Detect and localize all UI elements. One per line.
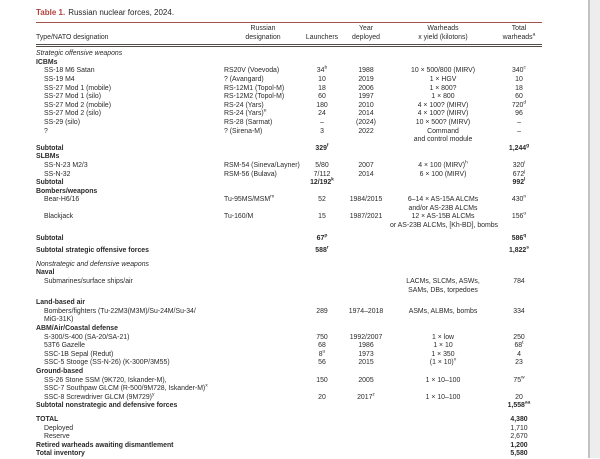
table-row — [36, 368, 542, 377]
cell-warheads — [390, 188, 496, 197]
cell-total: 156$^o$ — [511, 212, 527, 221]
cell-designation: RS-24 (Yars)$^e$ — [224, 109, 267, 118]
cell-year — [342, 295, 390, 308]
cell-year: 2010 — [358, 101, 374, 109]
cell-total: 784 — [513, 278, 525, 286]
cell-launchers — [302, 295, 342, 308]
cell-warheads — [390, 145, 496, 154]
cell-launchers: – — [320, 118, 324, 126]
cell-designation — [224, 368, 302, 377]
table-row — [36, 295, 542, 308]
cell-year — [342, 402, 390, 411]
cell-year — [342, 59, 390, 68]
table-row — [36, 145, 542, 154]
cell-warheads — [390, 402, 496, 411]
cell-warheads: 10 × 500/800 (MIRV) — [410, 67, 476, 75]
cell-total: 60 — [515, 93, 523, 101]
cell-name: Total inventory — [36, 450, 85, 458]
cell-warheads: 4 × 100? (MIRV) — [417, 101, 469, 109]
cell-total: 4 — [517, 350, 521, 358]
cell-launchers: 10 — [318, 75, 326, 83]
cell-name: Subtotal — [36, 144, 64, 152]
cell-warheads — [390, 153, 496, 162]
cell-designation — [224, 377, 302, 394]
cell-designation — [224, 188, 302, 197]
cell-launchers — [302, 269, 342, 278]
cell-designation — [224, 342, 302, 351]
cell-name: SS-27 Mod 2 (mobile) — [44, 101, 112, 109]
cell-year — [342, 442, 390, 451]
table-row — [36, 110, 542, 119]
cell-name: Subtotal nonstrategic and defensive forces — [36, 402, 178, 410]
table-row — [36, 59, 542, 68]
cell-name: Subtotal strategic offensive forces — [36, 247, 149, 255]
table-caption-label: Table 1. — [36, 8, 66, 17]
cell-total — [496, 46, 542, 59]
column-header-warheads: Warheads x yield (kilotons) — [390, 23, 496, 46]
cell-launchers: 289 — [316, 307, 328, 315]
cell-launchers: 60 — [318, 93, 326, 101]
cell-designation: RS-12M2 (Topol-M) — [224, 93, 285, 101]
table-row — [36, 76, 542, 85]
cell-name: S-300/S-400 (SA-20/SA-21) — [44, 333, 130, 341]
cell-designation — [224, 153, 302, 162]
table-row — [36, 394, 542, 403]
cell-year: 2014 — [358, 110, 374, 118]
cell-warheads — [390, 411, 496, 425]
cell-name: Land-based air — [36, 299, 86, 307]
cell-total: 340$^c$ — [512, 66, 526, 75]
cell-launchers: 52 — [318, 196, 326, 204]
table-row — [36, 256, 542, 270]
cell-year: 2019 — [358, 75, 374, 83]
cell-designation — [224, 145, 302, 154]
cell-warheads — [390, 425, 496, 434]
cell-year — [342, 425, 390, 434]
cell-total: 720$^d$ — [511, 100, 527, 109]
cell-name: SSC-5 Stooge (SS-N-26) (K-300P/3M55) — [44, 359, 170, 367]
column-header-name: Type/NATO designation — [36, 23, 224, 46]
table-row — [36, 46, 542, 59]
cell-designation — [224, 295, 302, 308]
cell-year: 1973 — [358, 350, 374, 358]
cell-launchers — [302, 425, 342, 434]
cell-total — [496, 325, 542, 334]
cell-name: SS-27 Mod 1 (mobile) — [44, 84, 112, 92]
cell-designation — [224, 278, 302, 295]
table-row — [36, 377, 542, 394]
cell-warheads: 1 × 350 — [431, 350, 455, 358]
cell-launchers — [302, 188, 342, 197]
cell-warheads: ASMs, ALBMs, bombs — [408, 307, 478, 315]
cell-designation — [224, 308, 302, 325]
cell-year — [342, 433, 390, 442]
cell-warheads — [390, 368, 496, 377]
cell-launchers — [302, 368, 342, 377]
cell-year: 1988 — [358, 67, 374, 75]
cell-launchers: 588$^r$ — [315, 245, 329, 255]
table-container — [36, 8, 542, 459]
cell-designation — [224, 394, 302, 403]
cell-year — [342, 368, 390, 377]
cell-total: 1,710 — [510, 424, 528, 432]
cell-year — [342, 325, 390, 334]
column-header-total: Total warheads$^a$ — [496, 23, 542, 46]
cell-launchers — [302, 153, 342, 162]
cell-total: 586$^q$ — [511, 233, 527, 242]
cell-name: SS-29 (silo) — [44, 118, 80, 126]
cell-name: Bear-H6/16 — [44, 196, 80, 204]
cell-name: Strategic offensive weapons — [36, 50, 123, 58]
table-row — [36, 179, 542, 188]
cell-launchers — [302, 442, 342, 451]
cell-warheads — [390, 325, 496, 334]
cell-designation — [224, 179, 302, 188]
cell-total: 1,200 — [510, 441, 528, 449]
table-row — [36, 411, 542, 425]
cell-year — [342, 278, 390, 295]
table-row — [36, 162, 542, 171]
cell-warheads: 1 × 10 — [433, 342, 453, 350]
cell-year — [342, 243, 390, 256]
cell-year — [342, 153, 390, 162]
table-row — [36, 351, 542, 360]
cell-year: 2006 — [358, 84, 374, 92]
cell-designation: ? (Avangard) — [224, 75, 264, 83]
cell-designation — [224, 256, 302, 270]
cell-launchers: 34$^b$ — [316, 66, 328, 75]
cell-total: 1,822$^s$ — [508, 245, 529, 255]
cell-warheads — [390, 59, 496, 68]
table-row — [36, 402, 542, 411]
cell-year: 1986 — [358, 342, 374, 350]
cell-name: Submarines/surface ships/air — [44, 278, 133, 286]
cell-warheads: $(1 \times 10)^v$ — [429, 358, 457, 367]
table-row — [36, 67, 542, 76]
table-header-row — [36, 23, 542, 46]
cell-total: 1,558$^{aa}$ — [507, 401, 531, 410]
cell-warheads — [390, 442, 496, 451]
cell-year: 1984/2015 — [349, 196, 383, 204]
cell-warheads: 6–14 × AS-15A ALCMs and/or AS-23B ALCMs — [407, 196, 479, 212]
cell-year: 2007 — [358, 161, 374, 169]
cell-designation — [224, 46, 302, 59]
table-header — [36, 23, 542, 46]
cell-year — [342, 46, 390, 59]
table-row — [36, 196, 542, 213]
table-row — [36, 433, 542, 442]
cell-year: 2015 — [358, 359, 374, 367]
cell-name: Bombers/fighters (Tu-22M3(M3M)/Su-24M/Su-34/ MiG-31K) — [44, 307, 196, 324]
cell-total: 5,580 — [510, 450, 528, 458]
cell-total: 4,380 — [510, 415, 528, 423]
cell-warheads — [390, 433, 496, 442]
cell-warheads — [390, 46, 496, 59]
table-row — [36, 188, 542, 197]
table-row — [36, 334, 542, 343]
cell-name: ? — [44, 127, 48, 135]
table-row — [36, 325, 542, 334]
cell-name: 53T6 Gazelle — [44, 342, 85, 350]
cell-designation: RS-28 (Sarmat) — [224, 118, 273, 126]
cell-year — [342, 269, 390, 278]
cell-name: Reserve — [44, 433, 70, 441]
cell-year: 2005 — [358, 376, 374, 384]
cell-designation: ? (Sirena-M) — [224, 127, 263, 135]
cell-total: 1,244$^g$ — [508, 143, 530, 152]
table-row — [36, 342, 542, 351]
cell-name: ABM/Air/Coastal defense — [36, 325, 118, 332]
cell-launchers: 329$^f$ — [315, 143, 329, 152]
table-row — [36, 128, 542, 145]
cell-name: Blackjack — [44, 213, 74, 221]
cell-total: 250 — [513, 333, 525, 341]
table-caption-title: Russian nuclear forces, 2024. — [68, 8, 175, 17]
table-row — [36, 85, 542, 94]
cell-launchers: 750 — [316, 333, 328, 341]
cell-warheads — [390, 231, 496, 244]
table-row — [36, 359, 542, 368]
cell-designation: RS-24 (Yars) — [224, 101, 264, 109]
table-row — [36, 425, 542, 434]
cell-designation — [224, 269, 302, 278]
cell-warheads: 1 × 800 — [431, 93, 455, 101]
cell-total — [496, 295, 542, 308]
cell-designation: Tu-160/M — [224, 213, 254, 221]
cell-year: 2017$^z$ — [357, 392, 375, 401]
cell-warheads: 12 × AS-15B ALCMs or AS-23B ALCMs, [Kh-BD], bombs — [390, 213, 498, 230]
cell-launchers: 68 — [318, 342, 326, 350]
table-row — [36, 231, 542, 244]
cell-year: (2024) — [356, 118, 376, 126]
cell-name: SS-N-23 M2/3 — [44, 161, 88, 169]
cell-launchers — [302, 46, 342, 59]
table-row — [36, 278, 542, 295]
cell-warheads: 10 × 500? (MIRV) — [415, 118, 471, 126]
cell-year — [342, 231, 390, 244]
cell-total — [496, 269, 542, 278]
cell-year — [342, 179, 390, 188]
cell-year — [342, 188, 390, 197]
cell-name: SSC-1B Sepal (Redut) — [44, 350, 114, 358]
cell-launchers: 180 — [316, 101, 328, 109]
cell-total — [496, 368, 542, 377]
cell-designation — [224, 243, 302, 256]
cell-name: SS-27 Mod 2 (silo) — [44, 110, 102, 118]
cell-total: 20 — [515, 393, 523, 401]
cell-launchers — [302, 411, 342, 425]
cell-name: Retired warheads awaiting dismantlement — [36, 441, 174, 449]
cell-warheads — [390, 269, 496, 278]
table-caption — [36, 8, 542, 18]
cell-launchers: 5/80 — [315, 161, 329, 169]
cell-warheads: 4 × 100 (MIRV)$^h$ — [418, 160, 468, 169]
cell-launchers: 150 — [316, 376, 328, 384]
cell-launchers — [302, 278, 342, 295]
cell-name: SS-26 Stone SSM (9K720, Iskander-M), SSC-7 Southpaw GLCM (R-500/9M728, Iskander-M)$^x$ — [44, 376, 208, 393]
cell-total: 992$^l$ — [512, 177, 526, 187]
cell-warheads: 1 × HGV — [429, 75, 457, 83]
cell-launchers: 15 — [318, 213, 326, 221]
table-body — [36, 46, 542, 459]
cell-total — [496, 256, 542, 270]
cell-total: 334 — [513, 307, 525, 315]
cell-name: Bombers/weapons — [36, 187, 98, 195]
cell-launchers: 24 — [318, 110, 326, 118]
cell-total: 430$^n$ — [511, 194, 527, 204]
cell-designation: RSM-56 (Bulava) — [224, 170, 277, 178]
cell-launchers: 3 — [320, 127, 324, 135]
cell-warheads: 1 × 800? — [429, 84, 457, 92]
cell-year — [342, 411, 390, 425]
cell-name: SS-19 M4 — [44, 75, 75, 83]
cell-warheads — [390, 256, 496, 270]
cell-total: – — [517, 118, 521, 126]
cell-year: 1997 — [358, 93, 374, 101]
cell-year: 2022 — [358, 127, 374, 135]
table-row — [36, 119, 542, 128]
cell-launchers: 7/112 — [313, 170, 331, 178]
cell-launchers: 67$^p$ — [316, 233, 328, 242]
cell-designation — [224, 325, 302, 334]
cell-year — [342, 145, 390, 154]
cell-name: ICBMs — [36, 58, 58, 66]
cell-total: 96 — [515, 110, 523, 118]
cell-launchers — [302, 402, 342, 411]
cell-name: TOTAL — [36, 415, 59, 423]
cell-launchers: 20 — [318, 393, 326, 401]
cell-year — [342, 256, 390, 270]
cell-designation — [224, 442, 302, 451]
cell-total: 75$^w$ — [513, 375, 525, 384]
cell-year: 1992/2007 — [349, 333, 383, 341]
table-row — [36, 308, 542, 325]
column-header-designation: Russian designation — [224, 23, 302, 46]
table-row — [36, 213, 542, 230]
cell-year: 2014 — [358, 170, 374, 178]
cell-warheads — [390, 179, 496, 188]
cell-designation — [224, 425, 302, 434]
cell-total: 672$^j$ — [512, 169, 526, 178]
cell-designation: RSM-54 (Sineva/Layner) — [224, 161, 300, 169]
cell-total — [496, 188, 542, 197]
cell-designation: Tu-95MS/MSM$^m$ — [224, 194, 275, 204]
page-edge-margin — [590, 0, 600, 458]
cell-name: SS-18 M6 Satan — [44, 67, 95, 75]
column-header-year: Year deployed — [342, 23, 390, 46]
table-row — [36, 102, 542, 111]
cell-name: Deployed — [44, 424, 74, 432]
table-row — [36, 442, 542, 451]
column-header-launchers: Launchers — [302, 23, 342, 46]
nuclear-forces-table — [36, 22, 542, 459]
cell-launchers: 8$^u$ — [318, 349, 326, 358]
cell-warheads: 1 × 10–100 — [425, 393, 461, 401]
cell-launchers — [302, 256, 342, 270]
cell-total: 18 — [515, 84, 523, 92]
table-row — [36, 171, 542, 180]
cell-total — [496, 153, 542, 162]
cell-launchers: 18 — [318, 84, 326, 92]
cell-name: Subtotal — [36, 179, 64, 187]
cell-launchers: 12/192$^k$ — [310, 177, 334, 187]
cell-name: SLBMs — [36, 153, 60, 161]
cell-designation — [224, 334, 302, 343]
cell-designation: RS-12M1 (Topol-M) — [224, 84, 285, 92]
cell-total: – — [517, 127, 521, 135]
cell-designation — [224, 231, 302, 244]
cell-launchers — [302, 325, 342, 334]
cell-name: SS-27 Mod 1 (silo) — [44, 93, 102, 101]
cell-name: Naval — [36, 269, 55, 277]
cell-year: 1987/2021 — [349, 213, 383, 221]
cell-total: 10 — [515, 75, 523, 83]
cell-name: Subtotal — [36, 234, 64, 242]
cell-name: SSC-8 Screwdriver GLCM $(9M729)^y$ — [44, 392, 155, 401]
cell-warheads: 6 × 100 (MIRV) — [419, 170, 467, 178]
table-row — [36, 93, 542, 102]
cell-name: SS-N-32 — [44, 170, 71, 178]
cell-warheads: 1 × 10–100 — [425, 376, 461, 384]
table-row — [36, 269, 542, 278]
cell-warheads — [390, 243, 496, 256]
cell-year: 1974–2018 — [348, 307, 384, 315]
cell-name: Nonstrategic and defensive weapons — [36, 260, 150, 268]
cell-warheads: LACMs, SLCMs, ASWs, SAMs, DBs, torpedoes — [406, 278, 480, 294]
cell-warheads: Command and control module — [413, 127, 473, 144]
cell-name: Ground-based — [36, 367, 84, 375]
cell-designation: RS20V (Voevoda) — [224, 67, 280, 75]
cell-designation — [224, 433, 302, 442]
cell-designation — [224, 59, 302, 68]
cell-designation — [224, 351, 302, 360]
cell-warheads — [390, 295, 496, 308]
cell-launchers: 56 — [318, 359, 326, 367]
cell-total: 320$^i$ — [512, 160, 526, 169]
table-row — [36, 243, 542, 256]
cell-warheads: 1 × low — [431, 333, 455, 341]
cell-total: 2,670 — [510, 433, 528, 441]
cell-designation — [224, 359, 302, 368]
cell-designation — [224, 411, 302, 425]
cell-designation — [224, 402, 302, 411]
cell-warheads: 4 × 100? (MIRV) — [417, 110, 469, 118]
cell-launchers — [302, 433, 342, 442]
cell-total: 23 — [515, 359, 523, 367]
cell-total: 68$^t$ — [514, 340, 524, 350]
